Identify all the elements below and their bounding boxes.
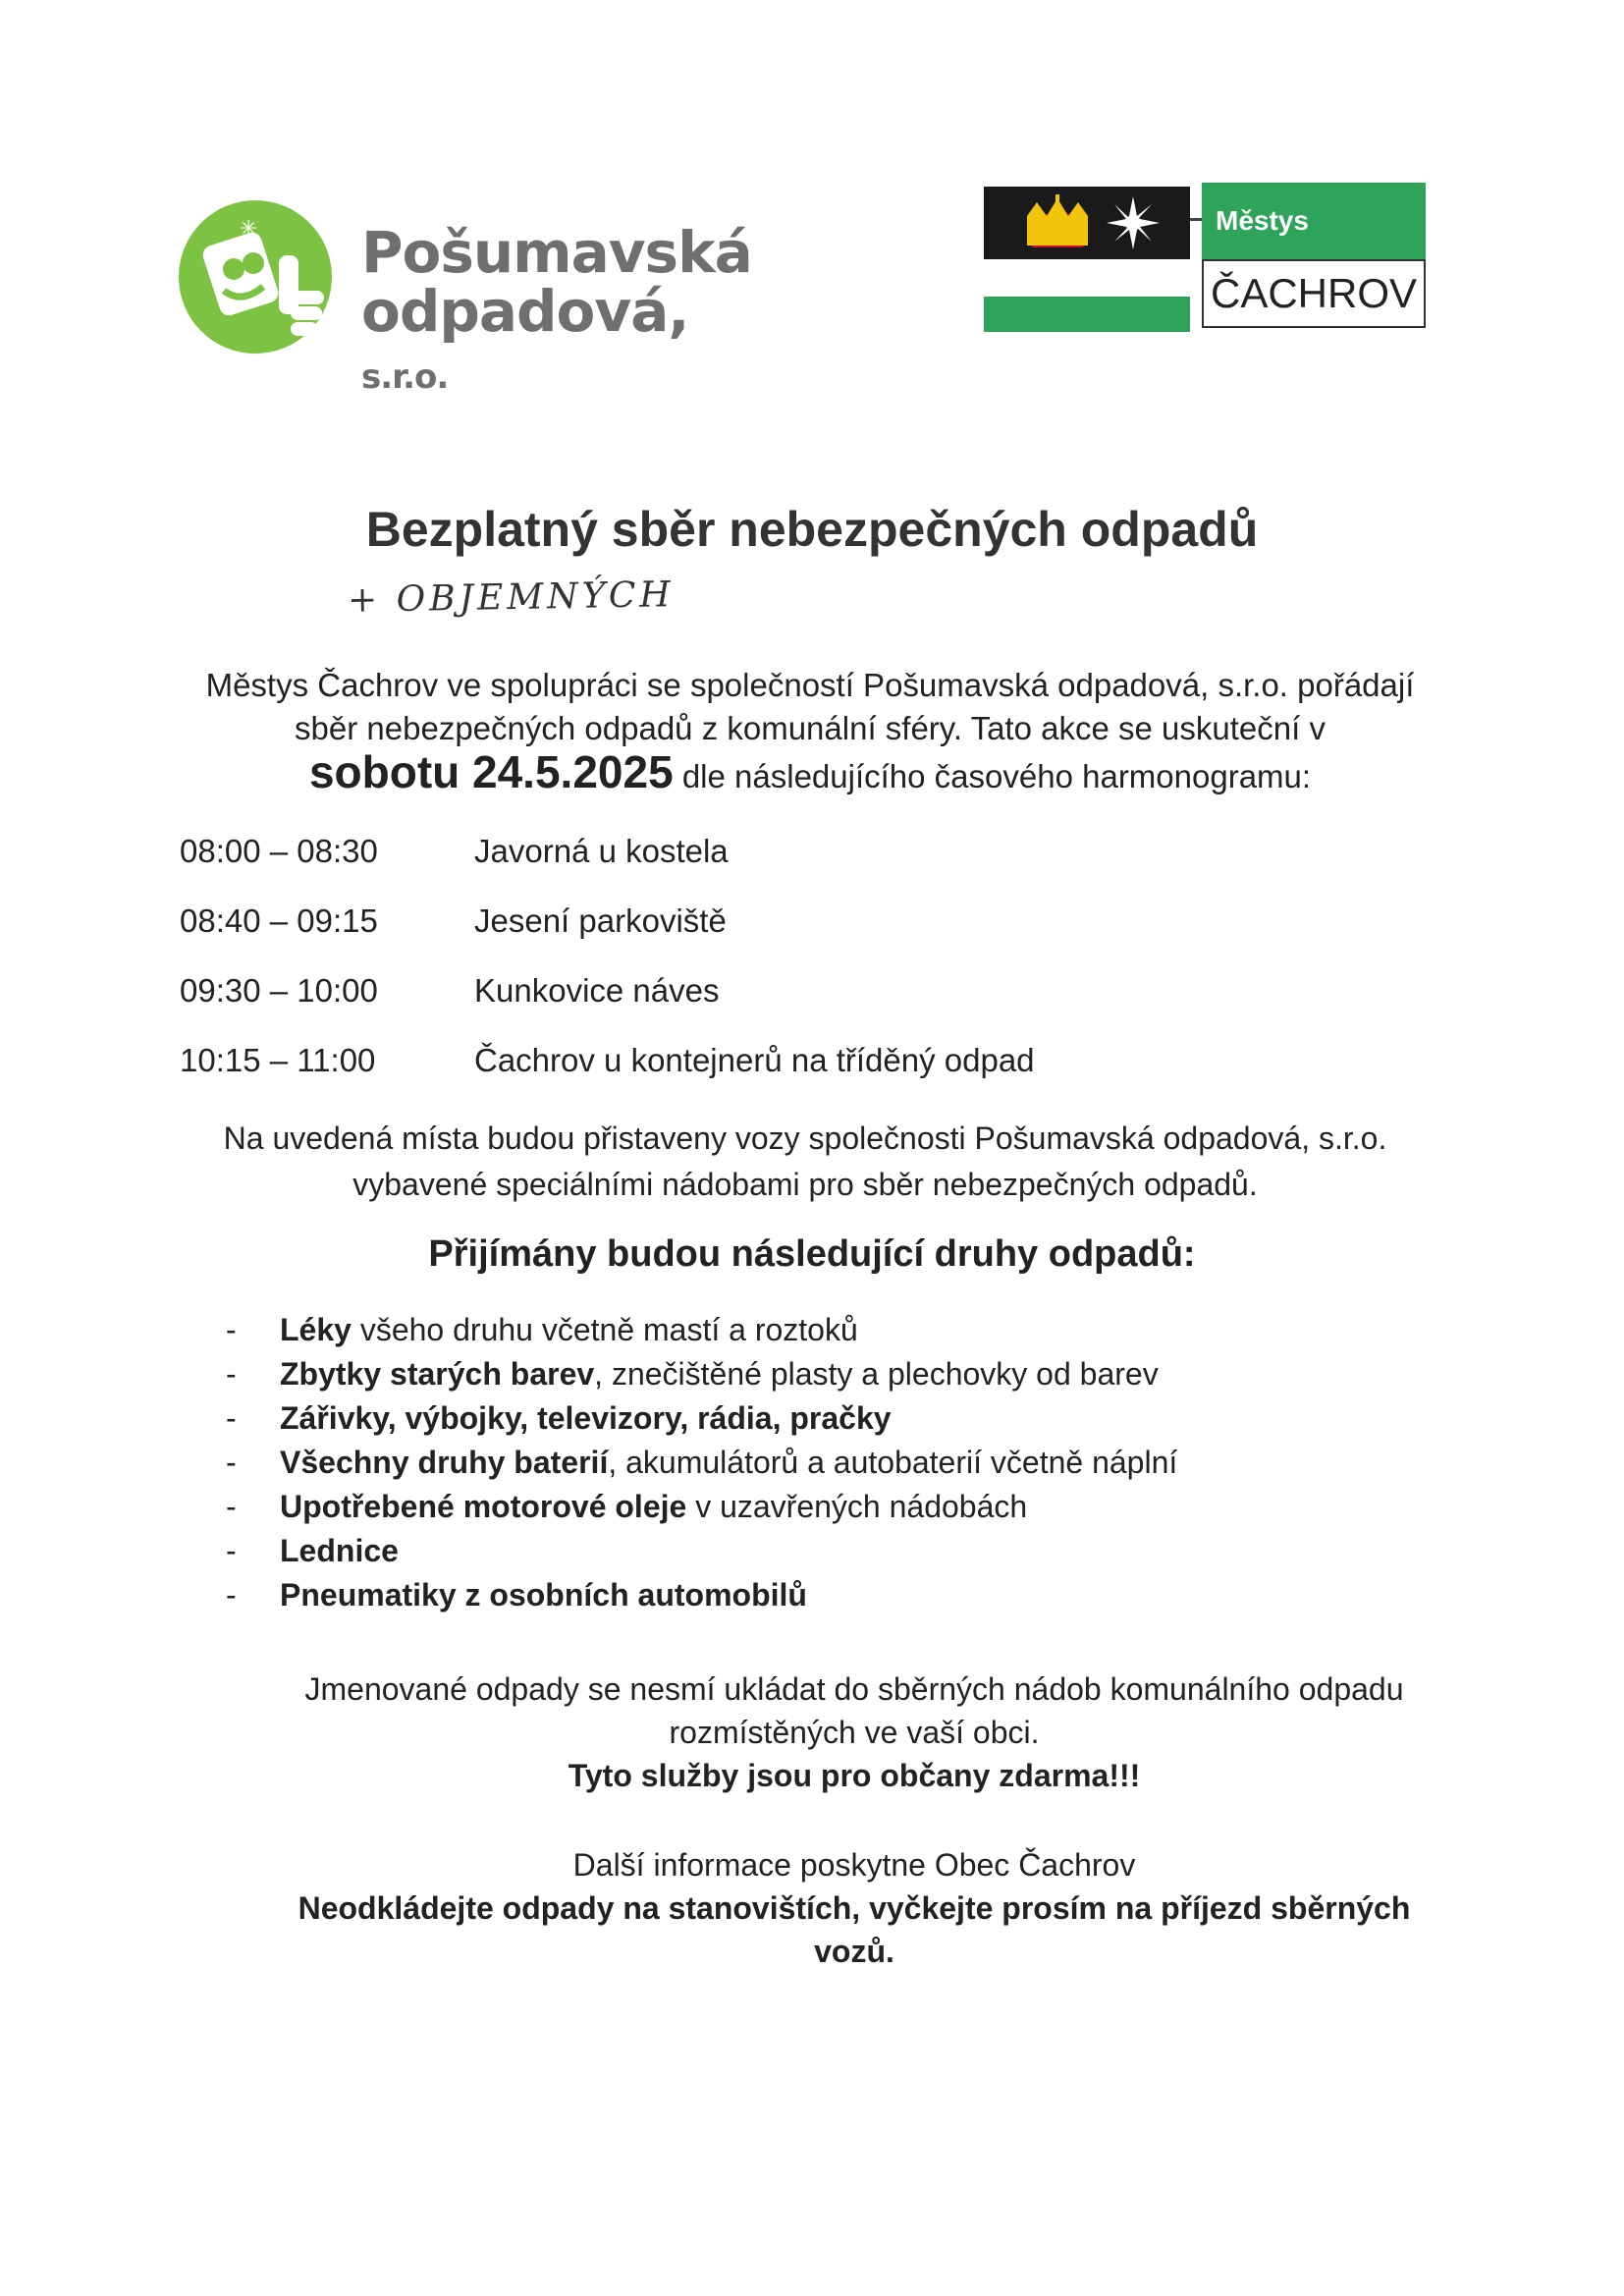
company-name-line2-text: odpadová, [361, 278, 689, 345]
vehicles-line1: Na uvedená místa budou přistaveny vozy společnosti Pošumavská odpadová, s.r.o. [223, 1121, 1387, 1156]
schedule-place: Čachrov u kontejnerů na tříděný odpad [474, 1042, 1035, 1078]
info-line1: Další informace poskytne Obec Čachrov [572, 1847, 1136, 1883]
schedule-place: Javorná u kostela [474, 833, 729, 869]
notice-paragraph [167, 1667, 1542, 1797]
item-bold: Všechny druhy baterií [280, 1445, 609, 1480]
flag-white-stripe [984, 259, 1190, 297]
company-suffix: s.r.o. [361, 357, 449, 397]
recycling-mascot-icon [175, 196, 342, 363]
warning-line1: Neodkládejte odpady na stanovištích, vyčkejte prosím na příjezd sběrných [298, 1890, 1411, 1926]
item-bold: Zbytky starých barev [280, 1356, 595, 1392]
schedule-place: Kunkovice náves [474, 972, 720, 1009]
accepted-heading: Přijímány budou následující druhy odpadů: [428, 1233, 1196, 1275]
intro-line3 [137, 746, 1483, 798]
schedule-time: 08:40 – 09:15 [180, 902, 378, 939]
item-bold: Lednice [280, 1533, 399, 1568]
schedule-place: Jesení parkoviště [474, 902, 727, 939]
intro-line1: Městys Čachrov ve spolupráci se společností Pošumavská odpadová, s.r.o. pořádají [205, 667, 1415, 703]
item-bold: Léky [280, 1312, 352, 1347]
item-bold: Zářivky, výbojky, televizory, rádia, pračky [280, 1400, 892, 1436]
schedule-time: 10:15 – 11:00 [180, 1042, 376, 1078]
item-rest: , akumulátorů a autobaterií včetně náplní [608, 1445, 1178, 1480]
crown-icon [1023, 194, 1092, 253]
handwritten-note: + OBJEMNÝCH [347, 574, 676, 621]
company-name-line1: Pošumavská [361, 219, 752, 286]
warning-line2: vozů. [814, 1934, 894, 1969]
intro-line2: sběr nebezpečných odpadů z komunální sféry. Tato akce se uskuteční v [295, 710, 1326, 746]
vehicles-paragraph [147, 1116, 1463, 1208]
item-bold: Pneumatiky z osobních automobilů [280, 1577, 807, 1613]
item-rest: všeho druhu včetně mastí a roztoků [351, 1312, 858, 1347]
notice-line2: rozmístěných ve vaší obci. [669, 1715, 1040, 1750]
info-paragraph [167, 1843, 1542, 1973]
event-date: sobotu 24.5.2025 [308, 746, 674, 797]
municipality-label: Městys [1202, 183, 1426, 259]
flag-green-stripe [984, 297, 1190, 332]
flag-black-stripe [984, 187, 1190, 259]
intro-paragraph [137, 664, 1483, 798]
free-service-note: Tyto služby jsou pro občany zdarma!!! [568, 1758, 1141, 1793]
schedule-time: 09:30 – 10:00 [180, 972, 378, 1009]
item-bold: Upotřebené motorové oleje [280, 1489, 687, 1524]
vehicles-line2: vybavené speciálními nádobami pro sběr nebezpečných odpadů. [352, 1167, 1258, 1202]
logo-divider [1190, 218, 1202, 221]
intro-line3-rest: dle následujícího časového harmonogramu: [681, 758, 1312, 794]
svg-text:✳: ✳ [240, 217, 258, 242]
page-title: Bezplatný sběr nebezpečných odpadů [365, 502, 1259, 557]
star-icon [1107, 196, 1160, 249]
company-logo [175, 196, 764, 397]
schedule-time: 08:00 – 08:30 [180, 833, 378, 869]
item-rest: , znečištěné plasty a plechovky od barev [594, 1356, 1159, 1392]
municipality-name: ČACHROV [1202, 259, 1426, 328]
notice-line1: Jmenované odpady se nesmí ukládat do sběrných nádob komunálního odpadu [304, 1671, 1404, 1707]
company-name-line2 [361, 278, 764, 397]
item-rest: v uzavřených nádobách [686, 1489, 1028, 1524]
company-name [361, 219, 764, 397]
municipality-logo [984, 183, 1428, 328]
